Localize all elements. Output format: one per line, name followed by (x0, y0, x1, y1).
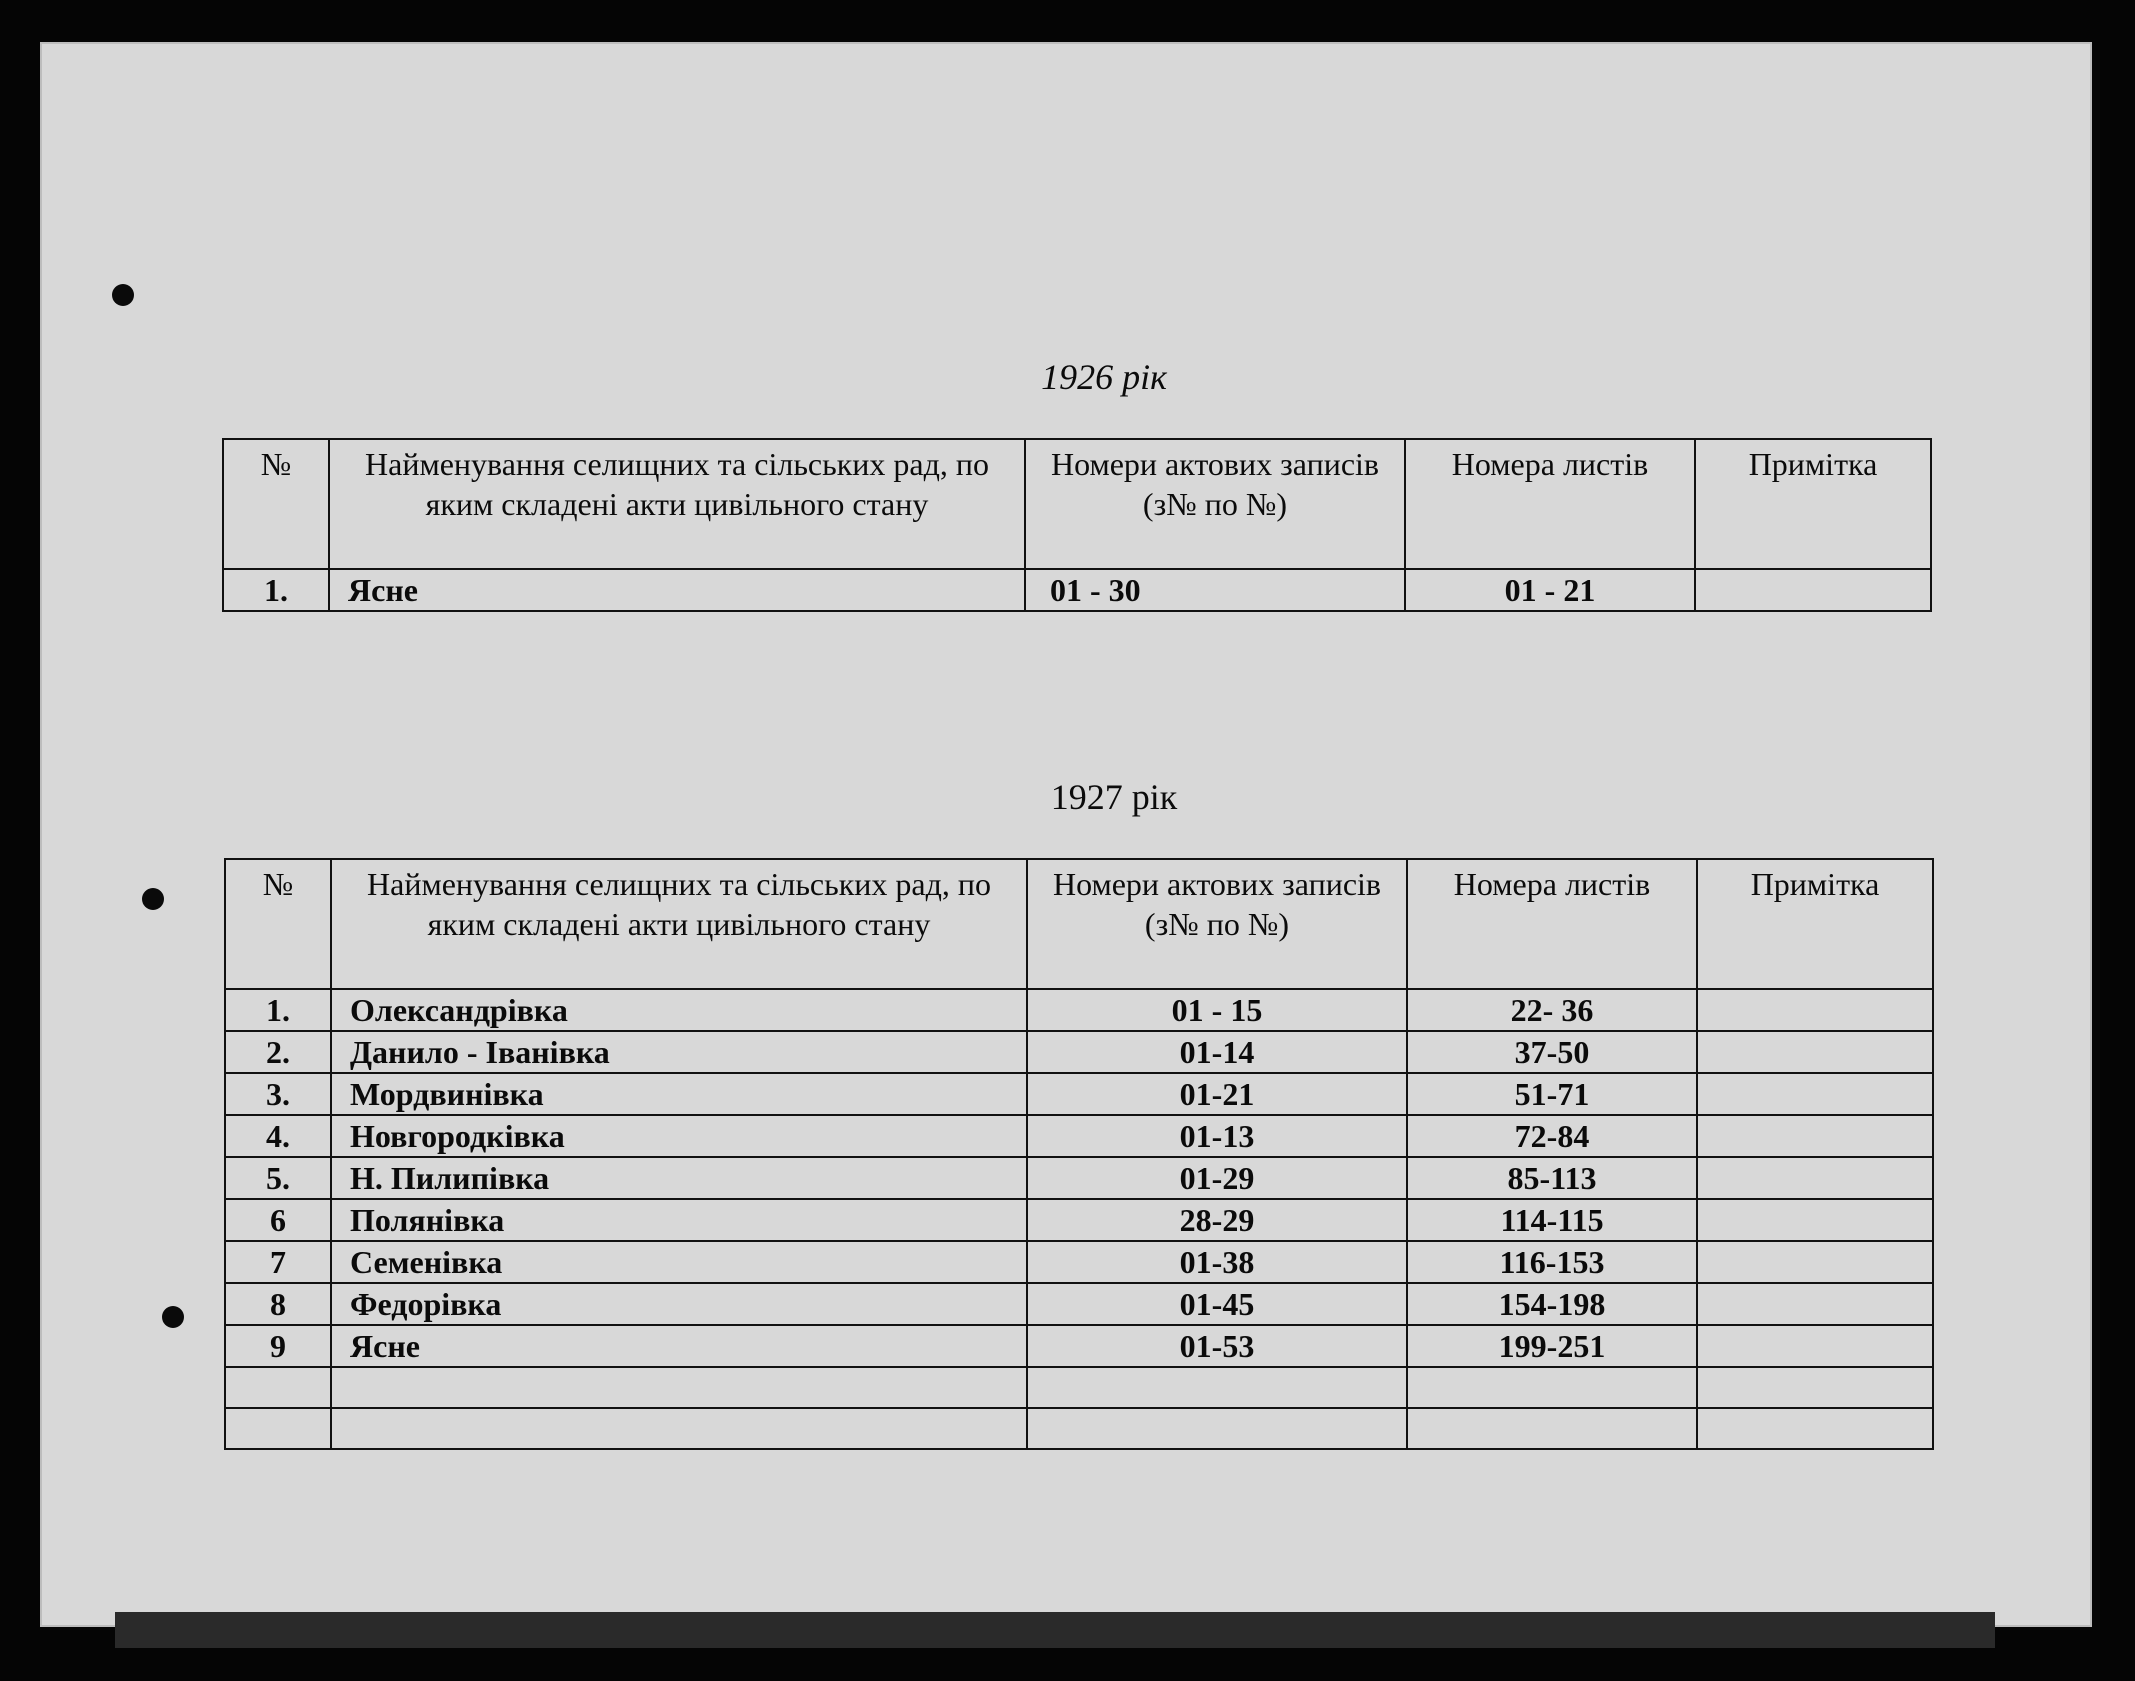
punch-hole-icon (142, 888, 164, 910)
header-act-numbers: Номери актових записів (з№ по №) (1027, 859, 1407, 989)
cell-note (1697, 1325, 1933, 1367)
cell-num: 6 (225, 1199, 331, 1241)
punch-hole-icon (112, 284, 134, 306)
cell-act-numbers: 01-38 (1027, 1241, 1407, 1283)
table-row (225, 1241, 1933, 1283)
cell-act-numbers: 01-53 (1027, 1325, 1407, 1367)
cell-council-name: Федорівка (331, 1283, 1027, 1325)
cell-act-numbers: 01-29 (1027, 1157, 1407, 1199)
cell-act-numbers: 01 - 15 (1027, 989, 1407, 1031)
cell-sheet-numbers: 114-115 (1407, 1199, 1697, 1241)
cell-note (1697, 1408, 1933, 1449)
table-row (225, 1283, 1933, 1325)
cell-note (1697, 1115, 1933, 1157)
cell-sheet-numbers: 154-198 (1407, 1283, 1697, 1325)
table-header-row (223, 439, 1931, 569)
header-num: № (223, 439, 329, 569)
header-council-name: Найменування селищних та сільських рад, по яким складені акти цивільного стану (329, 439, 1025, 569)
header-act-numbers: Номери актових записів (з№ по №) (1025, 439, 1405, 569)
register-table-1926 (222, 438, 1932, 612)
cell-council-name: Полянівка (331, 1199, 1027, 1241)
cell-num (225, 1408, 331, 1449)
cell-sheet-numbers: 51-71 (1407, 1073, 1697, 1115)
punch-hole-icon (162, 1306, 184, 1328)
cell-sheet-numbers (1407, 1408, 1697, 1449)
cell-note (1697, 1241, 1933, 1283)
cell-num: 5. (225, 1157, 331, 1199)
cell-note (1697, 1073, 1933, 1115)
scan-edge (115, 1612, 1995, 1648)
cell-num (225, 1367, 331, 1408)
cell-num: 1. (223, 569, 329, 611)
cell-num: 8 (225, 1283, 331, 1325)
header-note: Примітка (1697, 859, 1933, 989)
cell-council-name (331, 1367, 1027, 1408)
cell-note (1697, 1157, 1933, 1199)
cell-note (1697, 989, 1933, 1031)
cell-sheet-numbers (1407, 1367, 1697, 1408)
cell-num: 1. (225, 989, 331, 1031)
table-row (225, 1031, 1933, 1073)
cell-act-numbers: 01-45 (1027, 1283, 1407, 1325)
cell-council-name: Ясне (331, 1325, 1027, 1367)
cell-act-numbers (1027, 1367, 1407, 1408)
cell-num: 2. (225, 1031, 331, 1073)
section-title-1926: 1926 рік (1041, 357, 1167, 397)
cell-act-numbers: 01-14 (1027, 1031, 1407, 1073)
cell-sheet-numbers: 01 - 21 (1405, 569, 1695, 611)
register-table-1927 (224, 858, 1934, 1450)
cell-sheet-numbers: 72-84 (1407, 1115, 1697, 1157)
cell-note (1695, 569, 1931, 611)
header-council-name: Найменування селищних та сільських рад, по яким складені акти цивільного стану (331, 859, 1027, 989)
cell-note (1697, 1031, 1933, 1073)
cell-act-numbers: 01 - 30 (1025, 569, 1405, 611)
cell-sheet-numbers: 37-50 (1407, 1031, 1697, 1073)
cell-sheet-numbers: 85-113 (1407, 1157, 1697, 1199)
cell-sheet-numbers: 199-251 (1407, 1325, 1697, 1367)
section-title-1927: 1927 рік (1050, 777, 1178, 817)
cell-act-numbers (1027, 1408, 1407, 1449)
table-row (225, 1115, 1933, 1157)
header-sheet-numbers: Номера листів (1407, 859, 1697, 989)
cell-sheet-numbers: 116-153 (1407, 1241, 1697, 1283)
cell-act-numbers: 01-21 (1027, 1073, 1407, 1115)
table-row (225, 1408, 1933, 1449)
cell-council-name: Новгородківка (331, 1115, 1027, 1157)
cell-council-name: Олександрівка (331, 989, 1027, 1031)
table-row (225, 1157, 1933, 1199)
cell-num: 9 (225, 1325, 331, 1367)
header-num: № (225, 859, 331, 989)
table-row (225, 1367, 1933, 1408)
table-row (225, 1073, 1933, 1115)
cell-council-name: Данило - Іванівка (331, 1031, 1027, 1073)
table-row (223, 569, 1931, 611)
header-sheet-numbers: Номера листів (1405, 439, 1695, 569)
cell-council-name: Мордвинівка (331, 1073, 1027, 1115)
table-row (225, 1325, 1933, 1367)
header-note: Примітка (1695, 439, 1931, 569)
cell-num: 7 (225, 1241, 331, 1283)
cell-council-name: Н. Пилипівка (331, 1157, 1027, 1199)
cell-act-numbers: 28-29 (1027, 1199, 1407, 1241)
cell-num: 4. (225, 1115, 331, 1157)
table-row (225, 1199, 1933, 1241)
cell-note (1697, 1367, 1933, 1408)
cell-act-numbers: 01-13 (1027, 1115, 1407, 1157)
table-row (225, 989, 1933, 1031)
cell-council-name: Семенівка (331, 1241, 1027, 1283)
cell-council-name (331, 1408, 1027, 1449)
cell-note (1697, 1199, 1933, 1241)
table-header-row (225, 859, 1933, 989)
cell-sheet-numbers: 22- 36 (1407, 989, 1697, 1031)
cell-council-name: Ясне (329, 569, 1025, 611)
cell-note (1697, 1283, 1933, 1325)
cell-num: 3. (225, 1073, 331, 1115)
